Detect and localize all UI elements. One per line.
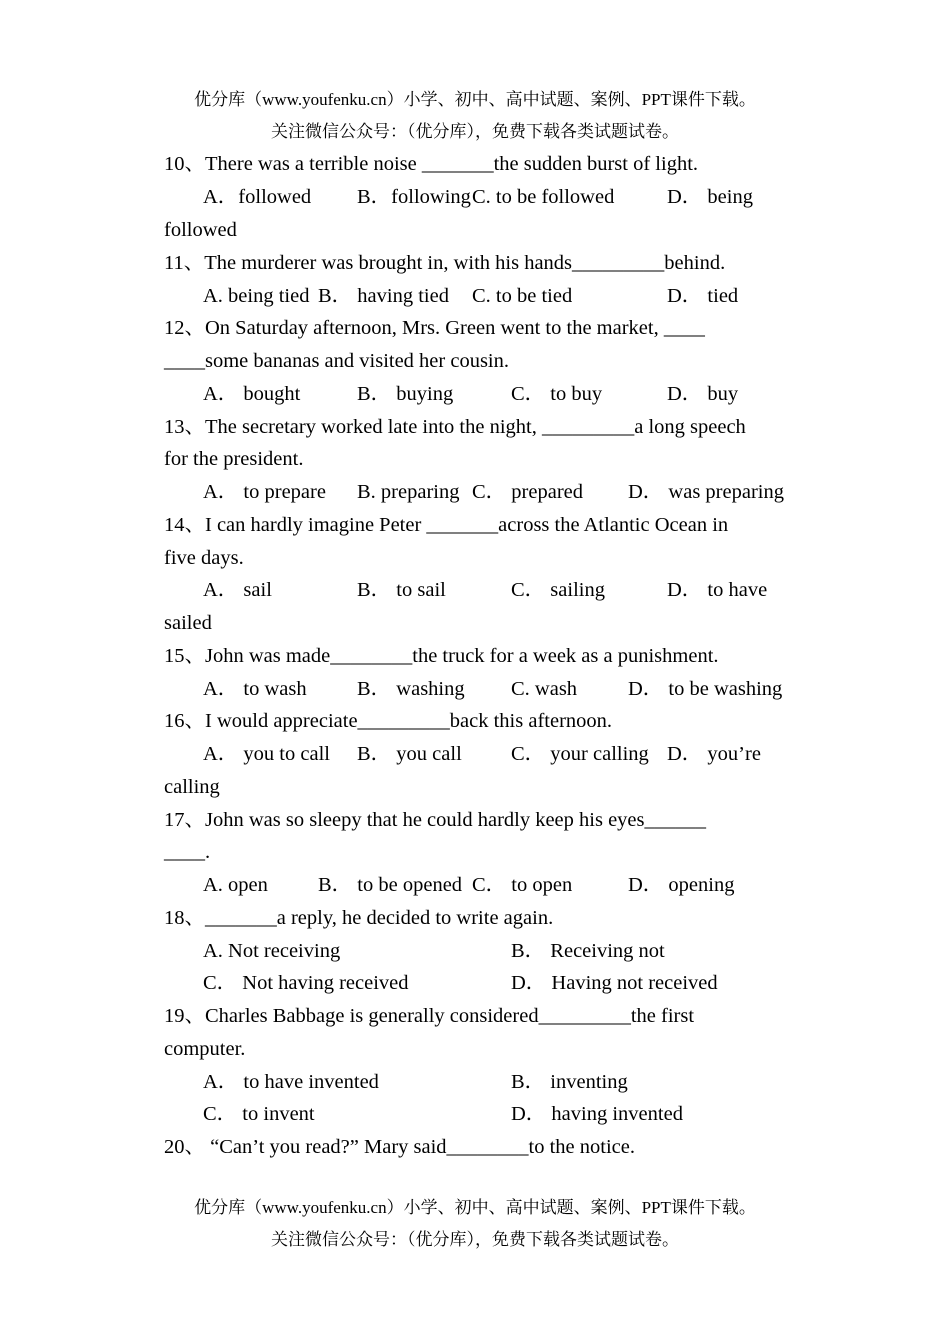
option-c: C. to be tied [472,285,573,307]
option-d: D． to have [667,579,768,601]
question-stem: 11、The murderer was brought in, with his hands_________behind. [164,252,726,274]
option-d: D． you’re [667,743,761,765]
option-c: C． to open [472,874,573,896]
option-d: D． Having not received [511,972,718,994]
question-stem: 18、_______a reply, he decided to write again. [164,907,554,929]
option-b: B. preparing [357,481,460,503]
option-a: A． to have invented [203,1071,379,1093]
option-c: C． prepared [472,481,583,503]
option-c: C. to be followed [472,186,615,208]
option-d: D． tied [667,285,739,307]
option-d: D． having invented [511,1103,683,1125]
question-stem: 13、The secretary worked late into the night, _________a long speech [164,416,746,438]
header-line-1: 优分库（www.youfenku.cn）小学、初中、高中试题、案例、PPT课件下载。 [194,90,756,109]
option-b: B． having tied [318,285,449,307]
question-stem-continued: computer. [164,1038,246,1060]
option-d-wrap: sailed [164,612,212,634]
option-d: D． to be washing [628,678,783,700]
question-stem: 20、 “Can’t you read?” Mary said________to the notice. [164,1136,635,1158]
option-a: A． to wash [203,678,307,700]
option-c: C． Not having received [203,972,409,994]
option-c: C． sailing [511,579,605,601]
question-stem-continued: ____some bananas and visited her cousin. [164,350,510,372]
option-c: C. wash [511,678,578,700]
option-c: C． to invent [203,1103,315,1125]
question-stem: 16、I would appreciate_________back this afternoon. [164,710,613,732]
question-stem: 14、I can hardly imagine Peter _______across the Atlantic Ocean in [164,514,729,536]
option-d-wrap: followed [164,219,237,241]
option-b: B． Receiving not [511,940,665,962]
option-d: D． buy [667,383,739,405]
option-a: A． sail [203,579,272,601]
question-stem: 15、John was made________the truck for a week as a punishment. [164,645,719,667]
option-b: B． inventing [511,1071,628,1093]
option-a: A. open [203,874,268,896]
question-stem-continued: five days. [164,547,244,569]
question-stem: 19、Charles Babbage is generally considered_________the first [164,1005,695,1027]
question-stem: 10、There was a terrible noise _______the sudden burst of light. [164,153,699,175]
option-a: A． bought [203,383,301,405]
option-a: A. being tied [203,285,310,307]
question-stem: 12、On Saturday afternoon, Mrs. Green went to the market, ____ [164,317,705,339]
option-a: A． you to call [203,743,330,765]
option-b: B． you call [357,743,462,765]
option-b: B． washing [357,678,465,700]
option-b: B． to sail [357,579,446,601]
header-line-2: 关注微信公众号：（优分库），免费下载各类试题试卷。 [271,122,679,141]
option-c: C． your calling [511,743,649,765]
question-stem-continued: ____. [164,841,211,863]
question-stem-continued: for the president. [164,448,304,470]
option-a: A．followed [203,186,312,208]
option-d-wrap: calling [164,776,220,798]
option-a: A. Not receiving [203,940,341,962]
option-d: D． opening [628,874,735,896]
option-d: D． being [667,186,753,208]
option-b: B． to be opened [318,874,463,896]
option-d: D． was preparing [628,481,784,503]
footer-line-2: 关注微信公众号：（优分库），免费下载各类试题试卷。 [271,1230,679,1249]
option-a: A． to prepare [203,481,326,503]
footer-line-1: 优分库（www.youfenku.cn）小学、初中、高中试题、案例、PPT课件下载。 [194,1198,756,1217]
question-stem: 17、John was so sleepy that he could hardly keep his eyes______ [164,809,707,831]
option-c: C． to buy [511,383,603,405]
option-b: B． buying [357,383,454,405]
option-b: B．following [357,186,471,208]
